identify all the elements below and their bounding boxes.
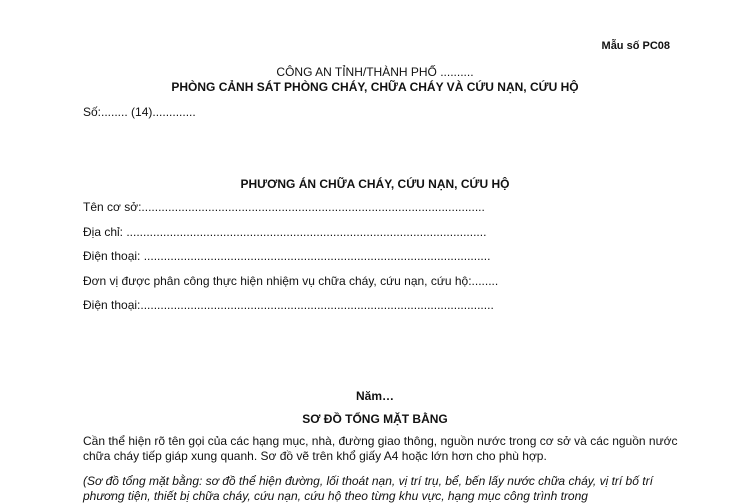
field-assigned-unit: Đơn vị được phân công thực hiện nhiệm vụ chữa cháy, cứu nạn, cứu hộ:........ (83, 273, 499, 288)
field-phone: Điện thoại: ........................................................................................................ (83, 249, 491, 263)
year-label: Năm… (355, 389, 394, 403)
agency-name: CÔNG AN TỈNH/THÀNH PHỐ .......... (276, 65, 474, 79)
field-unit-phone: Điện thoại:.......................................................................................................... (83, 298, 494, 312)
site-plan-title: SƠ ĐỒ TỔNG MẶT BẰNG (302, 412, 448, 426)
site-plan-note: (Sơ đồ tổng mặt bằng: sơ đồ thể hiện đường, lối thoát nạn, vị trí trụ, bể, bến lấy nước chữa cháy, vị trí bố trí phương tiện, thiết bị chữa cháy, cứu nạn, cứu hộ theo từng khu vực, hạng mục công trình trong (83, 474, 653, 503)
department-name: PHÒNG CẢNH SÁT PHÒNG CHÁY, CHỮA CHÁY VÀ CỨU NẠN, CỨU HỘ (171, 80, 579, 94)
field-address: Địa chỉ: ............................................................................................................ (83, 224, 487, 239)
document-number: Số:........ (14)............. (83, 105, 196, 119)
site-plan-instruction: Cần thể hiện rõ tên gọi của các hạng mục, nhà, đường giao thông, nguồn nước trong cơ sở và các nguồn nước chữa cháy tiếp giáp xung quanh. Sơ đồ vẽ trên khổ giấy A4 hoặc lớn hơn cho phù hợp. (83, 434, 678, 463)
plan-fields (83, 199, 683, 322)
form-code: Mẫu số PC08 (601, 40, 670, 52)
plan-title: PHƯƠNG ÁN CHỮA CHÁY, CỨU NẠN, CỨU HỘ (240, 177, 510, 191)
field-facility-name: Tên cơ sở:....................................................................................................... (83, 200, 485, 214)
